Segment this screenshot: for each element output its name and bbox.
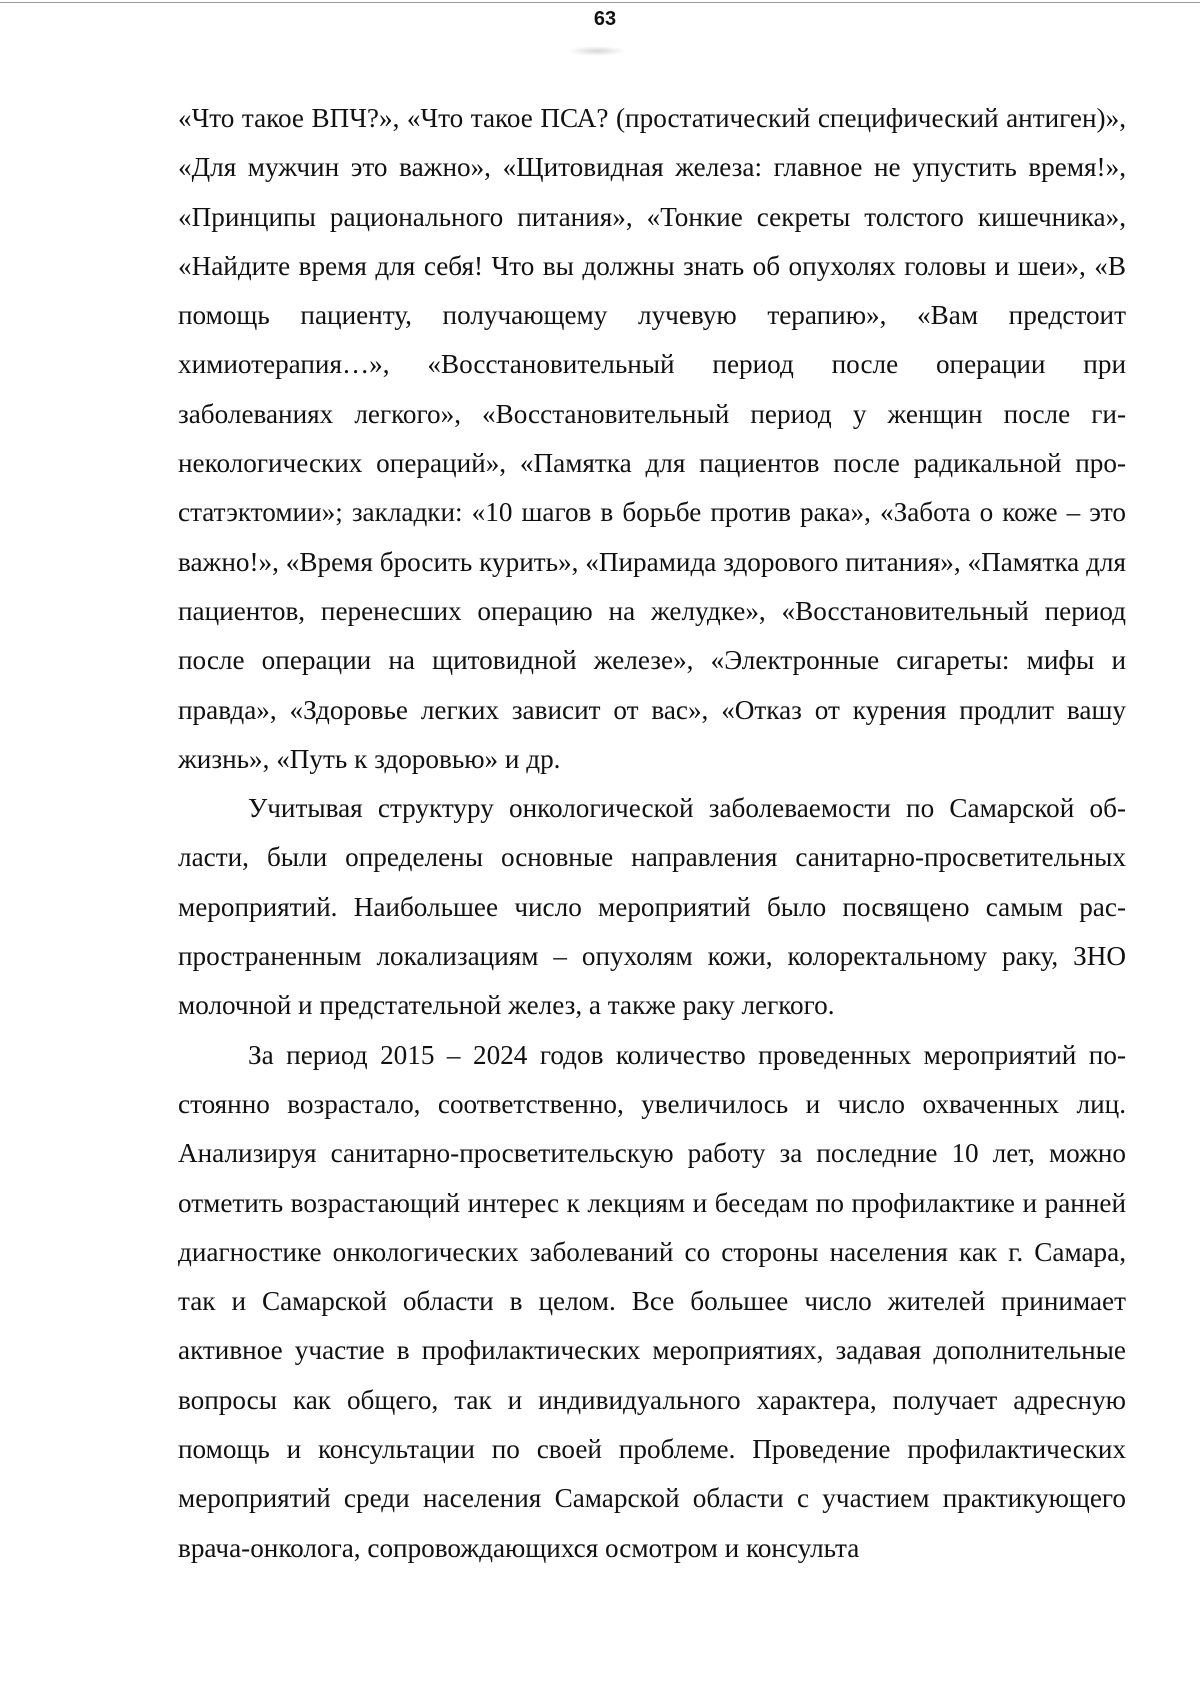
page-number: 63: [593, 8, 617, 30]
paragraph-3: За период 2015 – 2024 годов количество проведенных мероприятий постоянно возрастало, соответственно, увеличилось и число охваченных лиц. Анализируя санитарно-просветительскую работу за последние 10 лет, можно отметить возрастающий интерес к лекциям и беседам по профилактике и ранней диагностике онкологических заболеваний со стороны населения как г. Самара, так и Самарской области в целом. Все большее число жителей принимает активное участие в профилактических мероприятиях, задавая дополнительные вопросы как общего, так и индивидуального характера, получает адресную помощь и консультации по своей проблеме. Проведение профилактических мероприятий среди населения Самарской области с участием практикующего врача-онколога, сопровождающихся осмотром и консульта: [178, 1039, 1126, 1563]
page-body: [178, 94, 1126, 1573]
paragraph-2: Учитывая структуру онкологической заболеваемости по Самарской области, были определены основные направления санитарно-просветительных мероприятий. Наибольшее число мероприятий было посвящено самым распространенным локализациям – опухолям кожи, колоректальному раку, ЗНО молочной и предстательной желез, а также раку легкого.: [178, 793, 1126, 1021]
page-top-rule: [0, 2, 1200, 3]
paragraph-1: «Что такое ВПЧ?», «Что такое ПСА? (простатический специфический антиген)», «Для мужчин это важно», «Щитовидная железа: главное не упустить время!», «Принципы рационального питания», «Тонкие секреты толстого кишечника», «Найдите время для себя! Что вы должны знать об опухолях головы и шеи», «В помощь пациенту, получающему лучевую терапию», «Вам предстоит химиотерапия…», «Восстановительный период после операции при заболеваниях легкого», «Восстановительный период у женщин после гинекологических операций», «Памятка для пациентов после радикальной простатэктомии»; закладки: «10 шагов в борьбе против рака», «Забота о коже – это важно!», «Время бросить курить», «Пирамида здорового питания», «Памятка для пациентов, перенесших операцию на желудке», «Восстановительный период после операции на щитовидной железе», «Электронные сигареты: мифы и правда», «Здоровье легких зависит от вас», «Отказ от курения продлит вашу жизнь», «Путь к здоровью» и др.: [178, 103, 1126, 774]
scan-smudge: [568, 46, 626, 56]
